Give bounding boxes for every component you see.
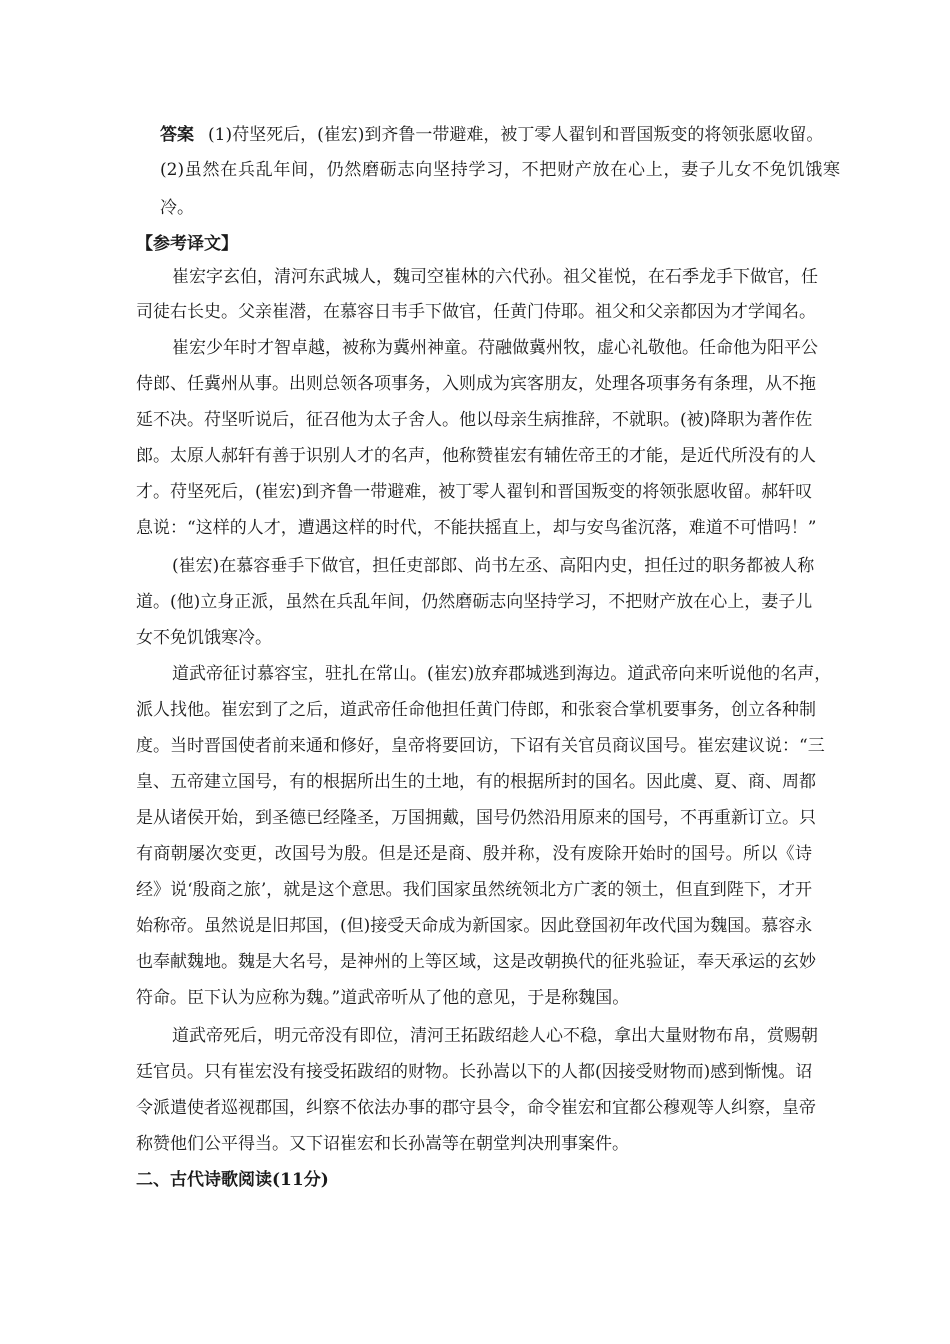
paragraph-1-line-1: 崔宏字玄伯，清河东武城人，魏司空崔林的六代孙。祖父崔悦，在石季龙手下做官，任	[172, 267, 818, 287]
paragraph-2-line-3: 延不决。苻坚听说后，征召他为太子舍人。他以母亲生病推辞，不就职。(被)降职为著作佐	[136, 410, 813, 430]
paragraph-4-line-8: 始称帝。虽然说是旧邦国，(但)接受天命成为新国家。因此登国初年改代国为魏国。慕容永	[136, 916, 813, 936]
paragraph-2-line-1: 崔宏少年时才智卓越，被称为冀州神童。苻融做冀州牧，虚心礼敬他。任命他为阳平公	[172, 338, 818, 358]
answer-label: 答案	[160, 125, 194, 145]
paragraph-3-line-1: (崔宏)在慕容垂手下做官，担任吏部郎、尚书左丞、高阳内史，担任过的职务都被人称	[172, 556, 815, 576]
paragraph-3-line-2: 道。(他)立身正派，虽然在兵乱年间，仍然磨砺志向坚持学习，不把财产放在心上，妻子儿	[136, 592, 813, 612]
paragraph-4-line-5: 是从诸侯开始，到圣德已经隆圣，万国拥戴，国号仍然沿用原来的国号，不再重新订立。只	[136, 808, 816, 828]
paragraph-2-line-4: 郎。太原人郝轩有善于识别人才的名声，他称赞崔宏有辅佐帝王的才能，是近代所没有的人	[136, 446, 816, 466]
paragraph-5-line-3: 令派遣使者巡视郡国，纠察不依法办事的郡守县令，命令崔宏和宜都公穆观等人纠察，皇帝	[136, 1098, 816, 1118]
answer-part-2-line-2: 冷。	[160, 198, 194, 218]
paragraph-1-line-2: 司徒右长史。父亲崔潜，在慕容日韦手下做官，任黄门侍耶。祖父和父亲都因为才学闻名。	[136, 302, 816, 322]
paragraph-2-line-6: 息说：“这样的人才，遭遇这样的时代，不能扶摇直上，却与安鸟雀沉落，难道不可惜吗！”	[136, 518, 817, 538]
paragraph-4-line-9: 也奉献魏地。魏是大名号，是神州的上等区域，这是改朝换代的征兆验证，奉天承运的玄妙	[136, 952, 816, 972]
translation-heading: 【参考译文】	[136, 234, 238, 254]
section-heading: 二、古代诗歌阅读(11分)	[136, 1170, 329, 1190]
paragraph-4-line-3: 度。当时晋国使者前来通和修好，皇帝将要回访，下诏有关官员商议国号。崔宏建议说：“三	[136, 736, 825, 756]
paragraph-4-line-10: 符命。臣下认为应称为魏。”道武帝听从了他的意见，于是称魏国。	[136, 988, 630, 1008]
answer-part-1: (1)苻坚死后，(崔宏)到齐鲁一带避难，被丁零人翟钊和晋国叛变的将领张愿收留。	[208, 125, 824, 145]
paragraph-4-line-7: 经》说‘殷商之旅’，就是这个意思。我们国家虽然统领北方广袤的领土，但直到陛下，才开	[136, 880, 812, 900]
paragraph-4-line-4: 皇、五帝建立国号，有的根据所出生的土地，有的根据所封的国名。因此虞、夏、商、周都	[136, 772, 816, 792]
paragraph-3-line-3: 女不免饥饿寒冷。	[136, 628, 272, 648]
paragraph-5-line-1: 道武帝死后，明元帝没有即位，清河王拓跋绍趁人心不稳，拿出大量财物布帛，赏赐朝	[172, 1026, 818, 1046]
paragraph-5-line-2: 廷官员。只有崔宏没有接受拓跋绍的财物。长孙嵩以下的人都(因接受财物而)感到惭愧。诏	[136, 1062, 813, 1082]
paragraph-2-line-5: 才。苻坚死后，(崔宏)到齐鲁一带避难，被丁零人翟钊和晋国叛变的将领张愿收留。郝轩叹	[136, 482, 813, 502]
answer-part-2-line-1: (2)虽然在兵乱年间，仍然磨砺志向坚持学习，不把财产放在心上，妻子儿女不免饥饿寒	[160, 160, 840, 180]
answer-line-1	[160, 123, 823, 147]
paragraph-4-line-1: 道武帝征讨慕容宝，驻扎在常山。(崔宏)放弃郡城逃到海边。道武帝向来听说他的名声，	[172, 664, 832, 684]
paragraph-4-line-6: 有商朝屡次变更，改国号为殷。但是还是商、殷并称，没有废除开始时的国号。所以《诗	[136, 844, 812, 864]
paragraph-2-line-2: 侍郎、任冀州从事。出则总领各项事务，入则成为宾客朋友，处理各项事务有条理，从不拖	[136, 374, 816, 394]
paragraph-4-line-2: 派人找他。崔宏到了之后，道武帝任命他担任黄门侍郎，和张衮合掌机要事务，创立各种制	[136, 700, 816, 720]
paragraph-5-line-4: 称赞他们公平得当。又下诏崔宏和长孙嵩等在朝堂判决刑事案件。	[136, 1134, 629, 1154]
